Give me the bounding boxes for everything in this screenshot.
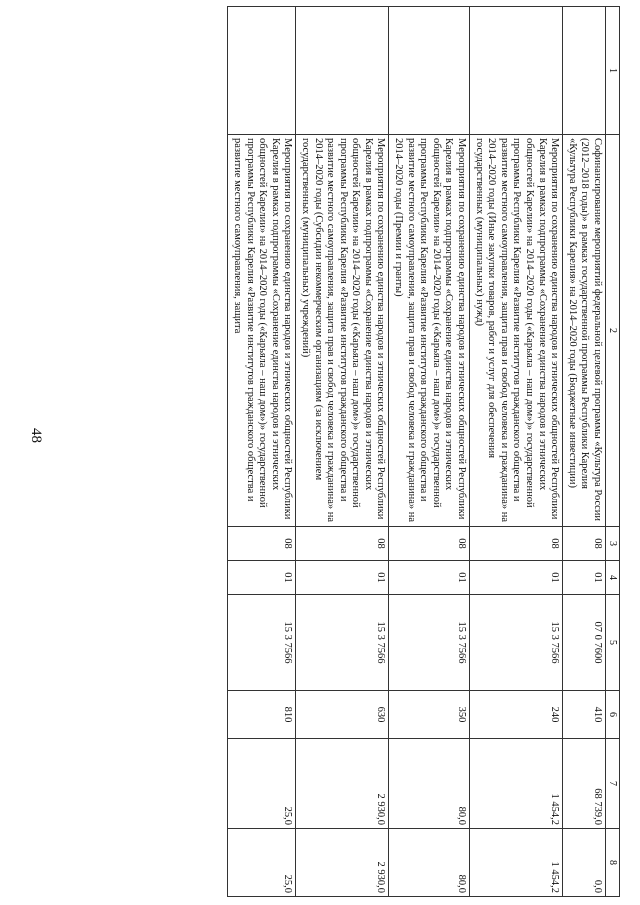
cell-description: Мероприятия по сохранению единства народов и этнических общностей Республики Карелия в рамках подпрограммы «Сохранение единства народов и этнических общностей Карелии» на 2014–2020 годы («Карьяла – наш дом»)» государственной программы Республики Карелия «Развитие институтов гражданского общества и развитие местного самоуправления, защита прав и свобод человека и гражданина» на 2014–2020 годы (Субсидии некоммерческим организациям (за исключением государственных (муниципальных) учреждений): [296, 135, 389, 527]
header-col-8: 8: [606, 829, 620, 897]
cell-amount-8: 2 930,0: [296, 829, 389, 897]
cell-expense-type: 240: [470, 691, 563, 739]
page-number-text: 48: [27, 427, 44, 443]
cell-amount-7: 68 739,0: [563, 739, 606, 829]
cell-subsection: 01: [563, 561, 606, 595]
cell-description: Мероприятия по сохранению единства народов и этнических общностей Республики Карелия в рамках подпрограммы «Сохранение единства народов и этнических общностей Карелии» на 2014–2020 годы («Карьяла – наш дом»)» государственной программы Республики Карелия «Развитие институтов гражданского общества и развитие местного самоуправления, защита: [228, 135, 296, 527]
header-col-4: 4: [606, 561, 620, 595]
table-row: [389, 7, 470, 897]
header-col-5: 5: [606, 595, 620, 691]
cell-amount-8: 1 454,2: [470, 829, 563, 897]
header-col-6: 6: [606, 691, 620, 739]
cell-target-code: 07 0 7600: [563, 595, 606, 691]
cell-expense-type: 350: [389, 691, 470, 739]
cell-expense-type: 810: [228, 691, 296, 739]
cell-description: Мероприятия по сохранению единства народов и этнических общностей Республики Карелия в рамках подпрограммы «Сохранение единства народов и этнических общностей Карелии» на 2014–2020 годы («Карьяла – наш дом»)» государственной программы Республики Карелия «Развитие институтов гражданского общества и развитие местного самоуправления, защита прав и свобод человека и гражданина» на 2014–2020 годы (Премии и гранты): [389, 135, 470, 527]
cell-amount-8: 0,0: [563, 829, 606, 897]
header-col-2: 2: [606, 135, 620, 527]
cell-description: Софинансирование мероприятий федеральной целевой программы «Культура России (2012–2018 годы)» в рамках государственной программы Республики Карелия «Культура Республики Карелия» на 2014–2020 годы (Бюджетные инвестиции): [563, 135, 606, 527]
table-row: [470, 7, 563, 897]
cell-section: 08: [296, 527, 389, 561]
cell-col-1: [470, 7, 563, 135]
cell-section: 08: [470, 527, 563, 561]
cell-target-code: 15 3 7566: [228, 595, 296, 691]
cell-subsection: 01: [228, 561, 296, 595]
header-row: [606, 7, 620, 897]
cell-expense-type: 630: [296, 691, 389, 739]
cell-subsection: 01: [470, 561, 563, 595]
table-row: [296, 7, 389, 897]
cell-amount-8: 80,0: [389, 829, 470, 897]
cell-description: Мероприятия по сохранению единства народов и этнических общностей Республики Карелия в рамках подпрограммы «Сохранение единства народов и этнических общностей Карелии» на 2014–2020 годы («Карьяла – наш дом»)» государственной программы Республики Карелия «Развитие институтов гражданского общества и развитие местного самоуправления, защита прав и свобод человека и гражданина» на 2014–2020 годы (Иные закупки товаров, работ и услуг для обеспечения государственных (муниципальных) нужд): [470, 135, 563, 527]
cell-subsection: 01: [296, 561, 389, 595]
cell-col-1: [296, 7, 389, 135]
table-row: [563, 7, 606, 897]
header-col-3: 3: [606, 527, 620, 561]
cell-section: 08: [389, 527, 470, 561]
cell-subsection: 01: [389, 561, 470, 595]
cell-target-code: 15 3 7566: [296, 595, 389, 691]
cell-amount-7: 25,0: [228, 739, 296, 829]
table-row: [228, 7, 296, 897]
rotated-table-container: [60, 6, 620, 896]
cell-section: 08: [563, 527, 606, 561]
cell-amount-7: 2 930,0: [296, 739, 389, 829]
header-col-7: 7: [606, 739, 620, 829]
page-number: [18, 418, 52, 452]
cell-amount-7: 1 454,2: [470, 739, 563, 829]
budget-table: [227, 6, 620, 897]
cell-target-code: 15 3 7566: [389, 595, 470, 691]
cell-target-code: 15 3 7566: [470, 595, 563, 691]
cell-amount-8: 25,0: [228, 829, 296, 897]
cell-amount-7: 80,0: [389, 739, 470, 829]
cell-col-1: [389, 7, 470, 135]
cell-section: 08: [228, 527, 296, 561]
cell-expense-type: 410: [563, 691, 606, 739]
header-col-1: 1: [606, 7, 620, 135]
cell-col-1: [563, 7, 606, 135]
cell-col-1: [228, 7, 296, 135]
